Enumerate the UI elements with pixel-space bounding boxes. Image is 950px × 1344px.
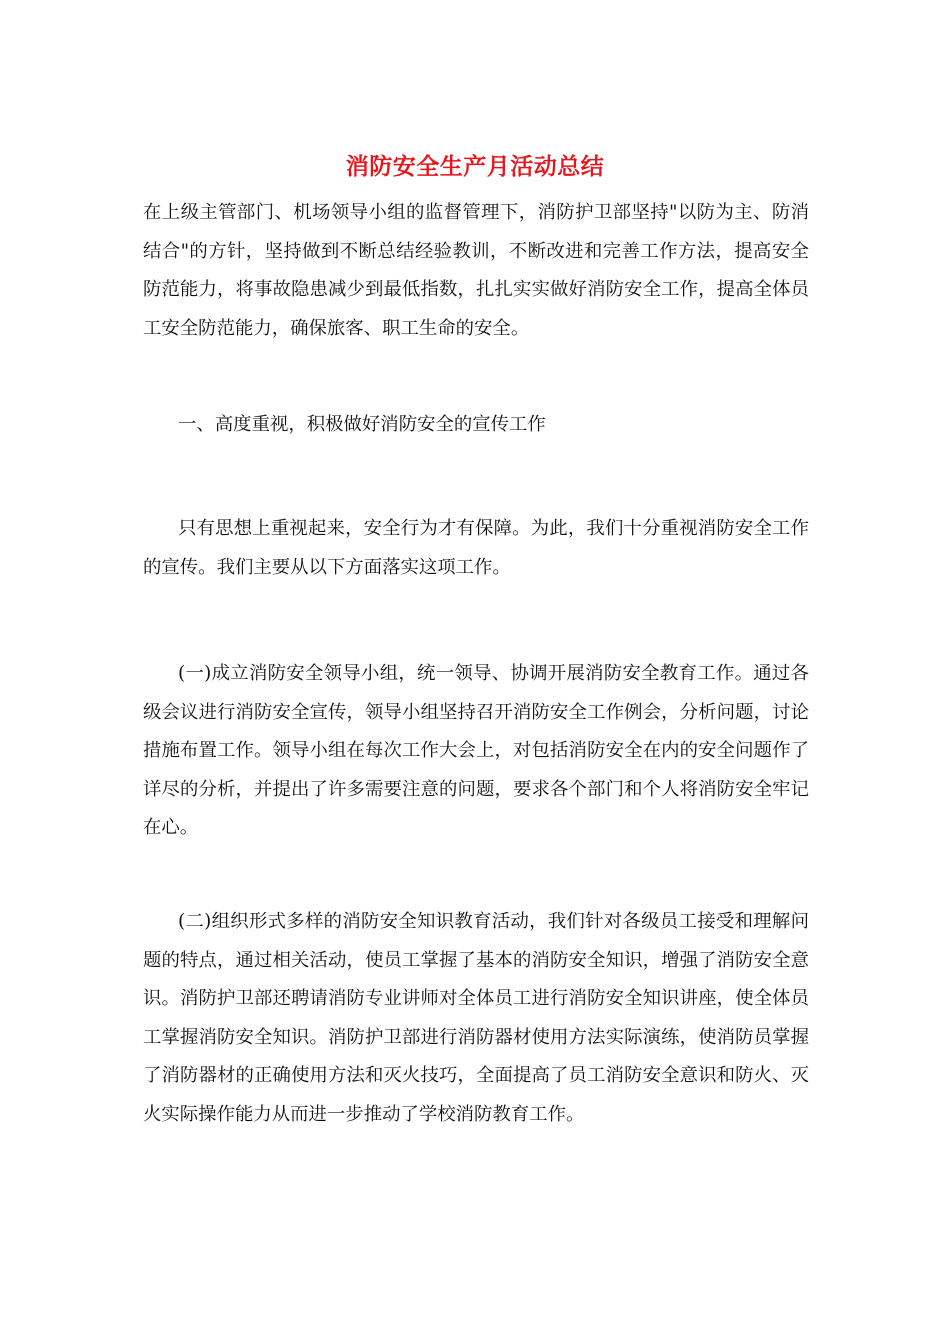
paragraph-item-1: (一)成立消防安全领导小组，统一领导、协调开展消防安全教育工作。通过各级会议进行消防安全宣传，领导小组坚持召开消防安全工作例会，分析问题，讨论措施布置工作。领导小组在每次工作大会上，对包括消防安全在内的安全问题作了详尽的分析，并提出了许多需要注意的问题，要求各个部门和个人将消防安全牢记在心。 — [143, 663, 809, 838]
paragraph-intro: 在上级主管部门、机场领导小组的监督管理下，消防护卫部坚持"以防为主、防消结合"的方针，坚持做到不断总结经验教训，不断改进和完善工作方法，提高安全防范能力，将事故隐患减少到最低指数，扎扎实实做好消防安全工作，提高全体员工安全防范能力，确保旅客、职工生命的安全。 — [143, 202, 809, 339]
paragraph-section-1-intro: 只有思想上重视起来，安全行为才有保障。为此，我们十分重视消防安全工作的宣传。我们主要从以下方面落实这项工作。 — [143, 518, 809, 578]
paragraph-item-2: (二)组织形式多样的消防安全知识教育活动，我们针对各级员工接受和理解问题的特点，通过相关活动，使员工掌握了基本的消防安全知识，增强了消防安全意识。消防护卫部还聘请消防专业讲师对全体员工进行消防安全知识讲座，使全体员工掌握消防安全知识。消防护卫部进行消防器材使用方法实际演练，使消防员掌握了消防器材的正确使用方法和灭火技巧，全面提高了员工消防安全意识和防火、灭火实际操作能力从而进一步推动了学校消防教育工作。 — [143, 911, 809, 1125]
section-heading-1: 一、高度重视，积极做好消防安全的宣传工作 — [178, 414, 546, 435]
document-title: 消防安全生产月活动总结 — [345, 154, 605, 180]
